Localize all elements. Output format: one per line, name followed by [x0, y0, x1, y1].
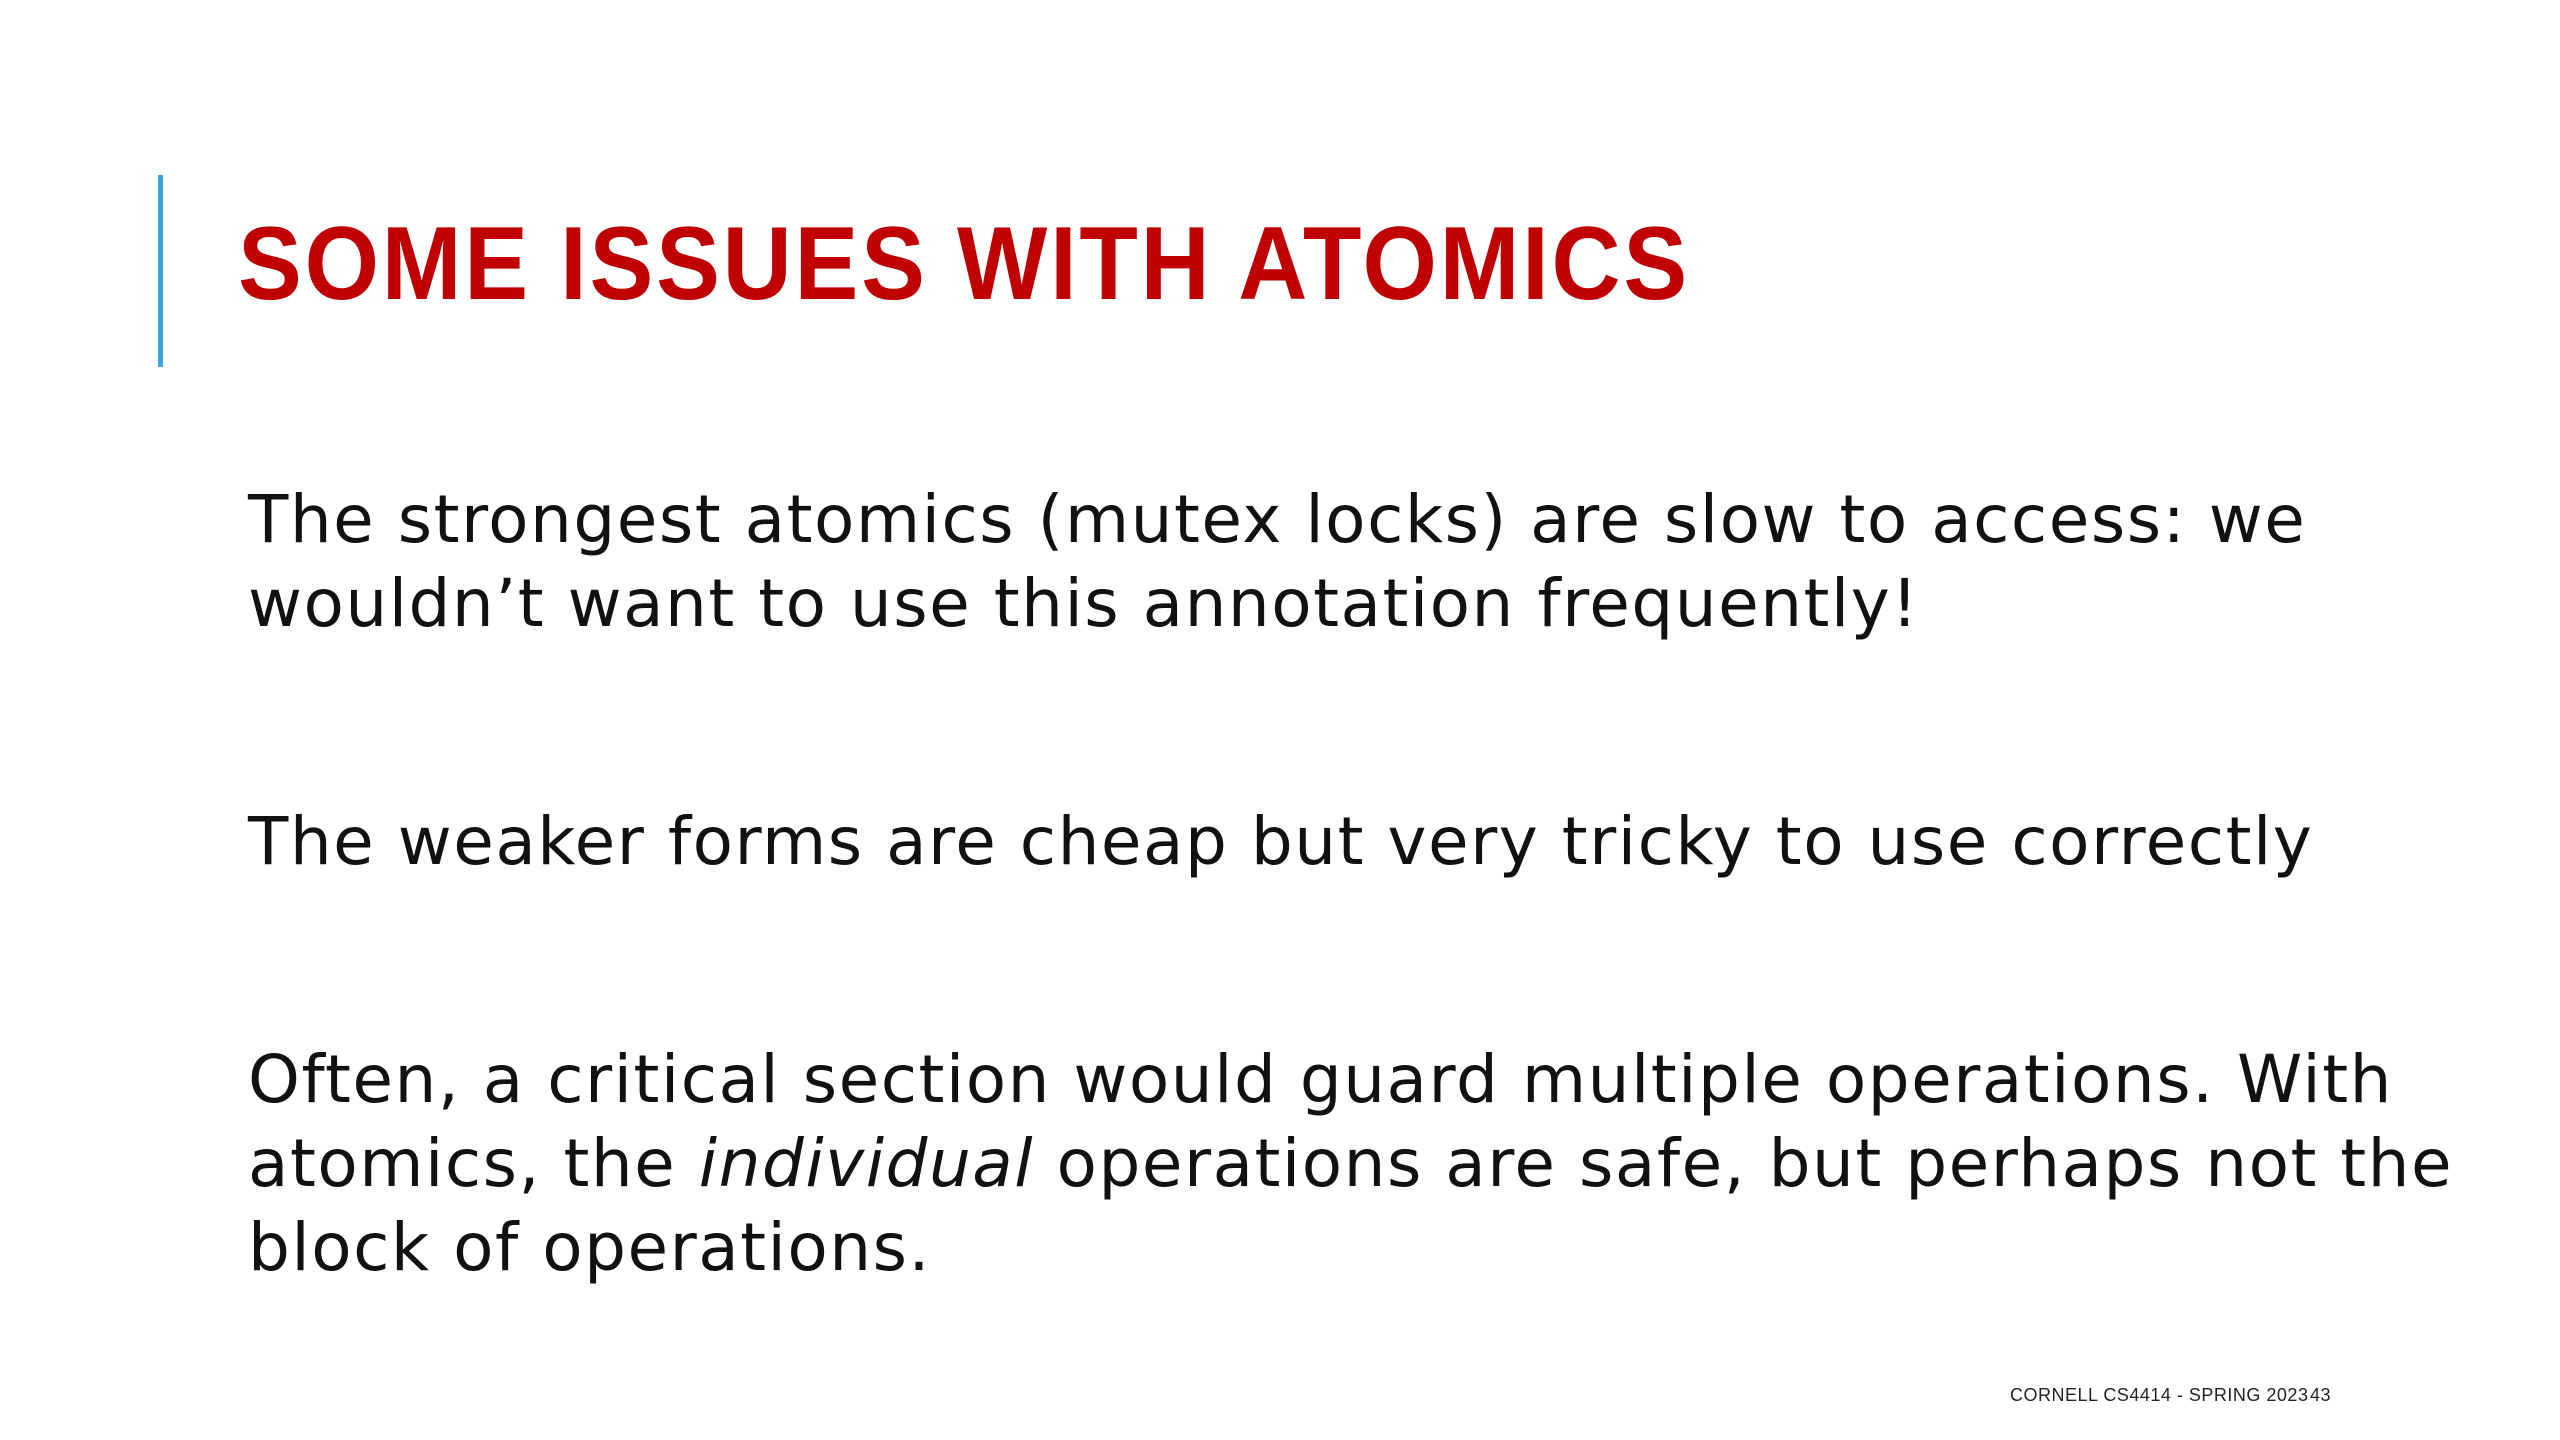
slide-number: 43 [2310, 1385, 2332, 1405]
footer-course-label: CORNELL CS4414 - SPRING 2023 [2010, 1385, 2309, 1405]
emphasized-word-individual: individual [698, 1125, 1035, 1202]
slide-title: SOME ISSUES WITH ATOMICS [238, 206, 1690, 322]
paragraph-critical-section-end: operations are safe, but perhaps not the block of operations. [248, 1125, 2454, 1286]
paragraph-critical-section [248, 1038, 2478, 1290]
paragraph-critical-section-start: Often, a critical section would guard multiple operations. With atomics, the [248, 1041, 2393, 1202]
title-accent-bar [158, 175, 163, 367]
slide-body [248, 478, 2478, 1290]
paragraph-weaker-forms: The weaker forms are cheap but very tricky to use correctly [248, 803, 2314, 880]
paragraph-mutex-locks: The strongest atomics (mutex locks) are slow to access: we wouldn’t want to use this annotation frequently! [248, 481, 2307, 642]
